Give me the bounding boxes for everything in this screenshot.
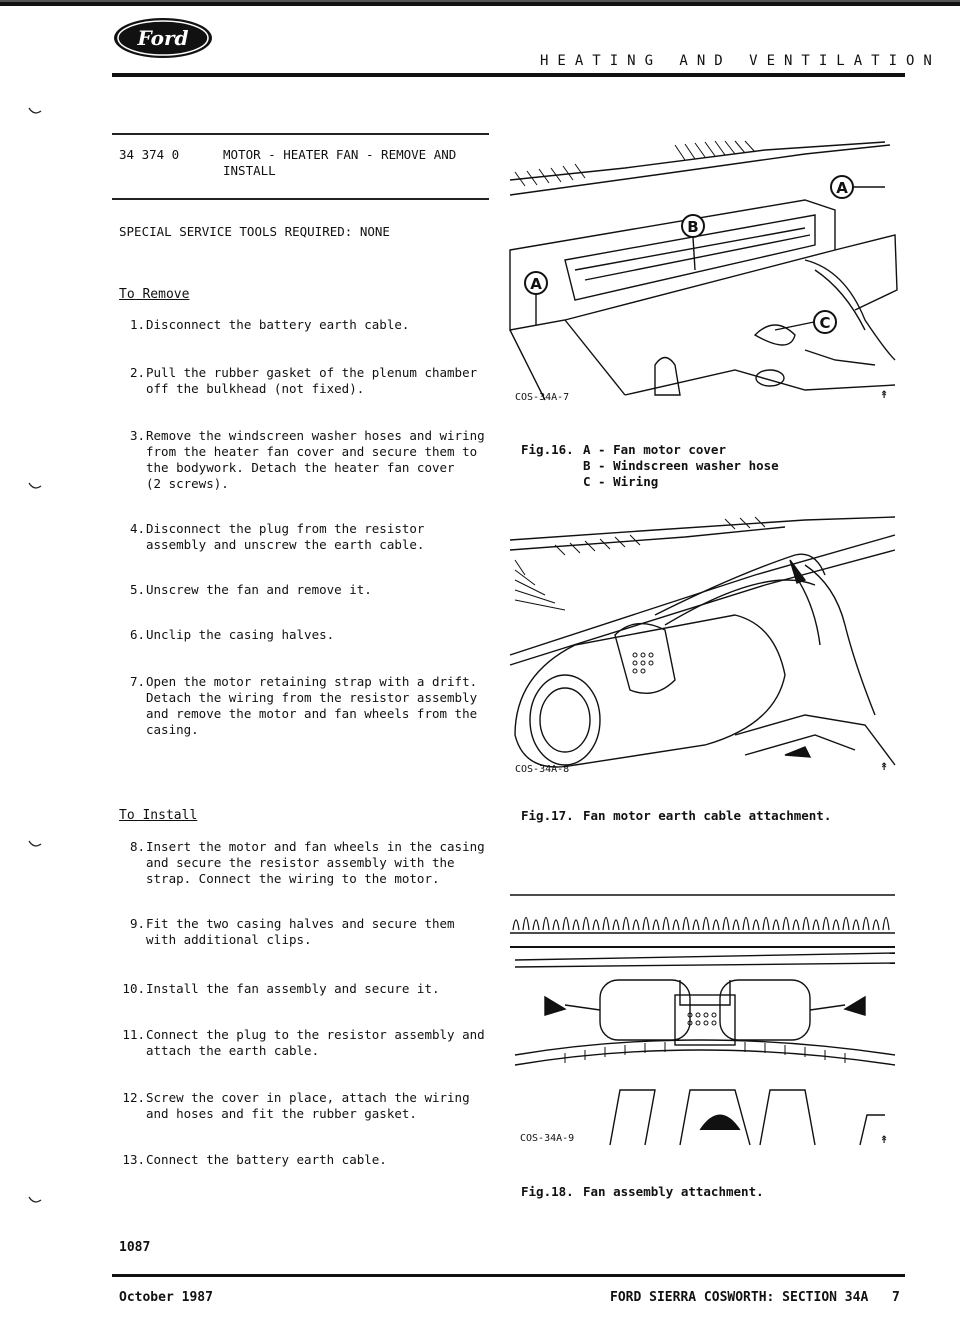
step-text: off the bulkhead (not fixed).: [146, 381, 365, 396]
figure-17-illustration: [505, 515, 900, 777]
install-heading: To Install: [119, 808, 198, 823]
figure-18-caption-text: Fan assembly attachment.: [583, 1184, 764, 1199]
figure-16-caption: [521, 442, 779, 490]
top-edge-line: [0, 2, 960, 6]
step-number: 11.: [122, 1027, 145, 1042]
ford-logo: [113, 17, 213, 59]
svg-text:↟: ↟: [880, 758, 889, 774]
step-text: and remove the motor and fan wheels from the: [146, 706, 478, 721]
callout-b: B: [687, 218, 699, 236]
step-text: Disconnect the plug from the resistor: [146, 521, 425, 536]
heading-top-rule: [112, 133, 489, 135]
ford-logo-text: Ford: [137, 26, 189, 50]
step-text: Fit the two casing halves and secure them: [146, 916, 455, 931]
footer-date: October 1987: [119, 1290, 213, 1305]
footer-rule: [112, 1274, 905, 1277]
figure-17-caption-text: Fan motor earth cable attachment.: [583, 808, 832, 823]
step-text: and secure the resistor assembly with the: [146, 855, 455, 870]
binder-mark: [28, 482, 42, 492]
figure-16-code: COS-34A-7: [515, 392, 570, 403]
step-text: with additional clips.: [146, 932, 312, 947]
figure-18-caption: [521, 1184, 764, 1200]
step-text: Detach the wiring from the resistor assembly: [146, 690, 478, 705]
step-text: assembly and unscrew the earth cable.: [146, 537, 425, 552]
step-number: 1.: [129, 317, 145, 332]
step-number: 3.: [129, 428, 145, 443]
step-text: Connect the battery earth cable.: [146, 1152, 387, 1167]
step-text: Remove the windscreen washer hoses and wiring: [146, 428, 485, 443]
step-text: from the heater fan cover and secure them to: [146, 444, 478, 459]
step-text: Unclip the casing halves.: [146, 627, 335, 642]
step-text: Pull the rubber gasket of the plenum chamber: [146, 365, 478, 380]
figure-17-label: Fig.17.: [521, 808, 574, 823]
binder-mark: [28, 840, 42, 850]
step-number: 2.: [129, 365, 145, 380]
header-rule: [112, 73, 905, 77]
operation-title-line2: INSTALL: [223, 163, 276, 178]
operation-heading: [119, 147, 456, 179]
callout-c: C: [819, 314, 831, 332]
step-number: 13.: [122, 1152, 145, 1167]
section-title: HEATING AND VENTILATION: [540, 53, 941, 69]
callout-a-left: A: [530, 275, 542, 293]
step-number: 12.: [122, 1090, 145, 1105]
step-text: Open the motor retaining strap with a drift.: [146, 674, 478, 689]
heading-bottom-rule: [112, 198, 489, 200]
figure-18-label: Fig.18.: [521, 1184, 574, 1199]
step-text: casing.: [146, 722, 199, 737]
remove-heading: To Remove: [119, 287, 190, 302]
step-text: Unscrew the fan and remove it.: [146, 582, 372, 597]
step-number: 10.: [122, 981, 145, 996]
step-number: 8.: [129, 839, 145, 854]
binder-mark: [28, 107, 42, 117]
binder-mark: [28, 1196, 42, 1206]
step-number: 7.: [129, 674, 145, 689]
figure-16-legend-c: C - Wiring: [583, 474, 659, 489]
step-text: strap. Connect the wiring to the motor.: [146, 871, 440, 886]
step-text: Screw the cover in place, attach the wiring: [146, 1090, 470, 1105]
step-text: the bodywork. Detach the heater fan cover: [146, 460, 455, 475]
figure-18-illustration: [505, 885, 900, 1150]
figure-16-legend-a: A - Fan motor cover: [583, 442, 726, 457]
step-text: Disconnect the battery earth cable.: [146, 317, 410, 332]
figure-16-illustration: [505, 140, 900, 405]
callout-a-top: A: [836, 179, 848, 197]
footer-page-number: 7: [891, 1290, 900, 1305]
figure-18-code: COS-34A-9: [520, 1133, 575, 1144]
step-text: Insert the motor and fan wheels in the casing: [146, 839, 485, 854]
figure-17-caption: [521, 808, 831, 824]
step-text: (2 screws).: [146, 476, 229, 491]
figure-16-label: Fig.16.: [521, 442, 574, 457]
figure-17-code: COS-34A-8: [515, 764, 570, 775]
svg-text:↟: ↟: [880, 1131, 889, 1147]
operation-title-line1: MOTOR - HEATER FAN - REMOVE AND: [223, 147, 457, 162]
step-text: Install the fan assembly and secure it.: [146, 981, 440, 996]
step-number: 4.: [129, 521, 145, 536]
footer-publication-title: FORD SIERRA COSWORTH: SECTION 34A: [610, 1290, 869, 1305]
step-number: 6.: [129, 627, 145, 642]
step-text: Connect the plug to the resistor assembly and: [146, 1027, 485, 1042]
operation-code: 34 374 0: [119, 147, 180, 162]
step-number: 5.: [129, 582, 145, 597]
footer-publication: [610, 1290, 900, 1305]
step-number: 9.: [129, 916, 145, 931]
page-number: 1087: [119, 1240, 151, 1255]
special-tools-note: SPECIAL SERVICE TOOLS REQUIRED: NONE: [119, 224, 390, 239]
step-text: attach the earth cable.: [146, 1043, 320, 1058]
figure-16-legend-b: B - Windscreen washer hose: [583, 458, 779, 473]
step-text: and hoses and fit the rubber gasket.: [146, 1106, 417, 1121]
svg-text:↟: ↟: [880, 386, 889, 402]
